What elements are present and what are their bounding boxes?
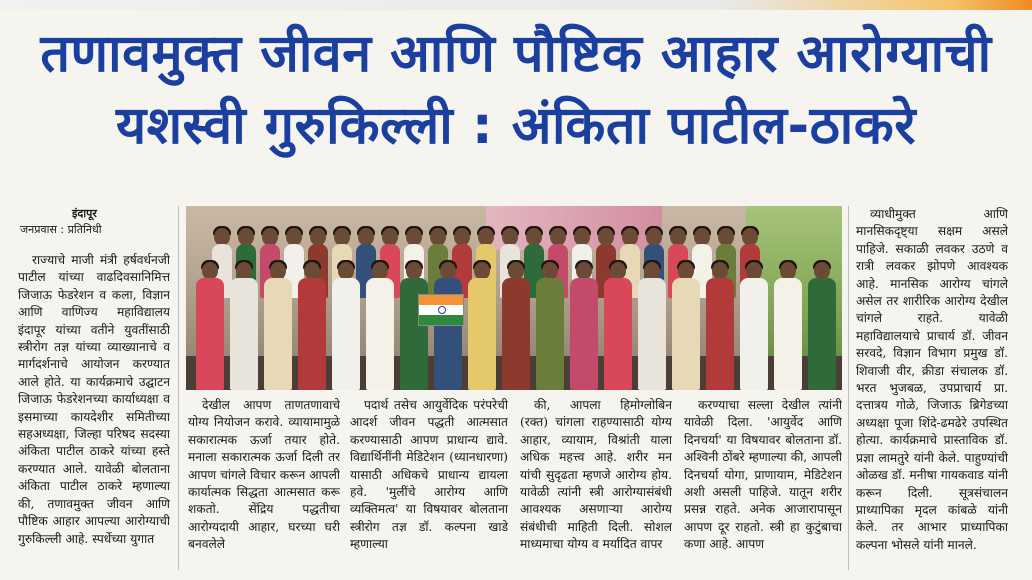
- photo-person: [638, 262, 666, 390]
- column-divider: [848, 206, 849, 570]
- photo-person: [434, 262, 462, 390]
- photo-person: [502, 262, 530, 390]
- photo-person: [230, 262, 258, 390]
- photo-person: [264, 262, 292, 390]
- column-divider: [178, 206, 179, 570]
- byline: [20, 206, 180, 238]
- photo-person: [536, 262, 564, 390]
- top-decorative-rule: [0, 0, 1032, 10]
- photo-person: [400, 262, 428, 390]
- article-text: राज्याचे माजी मंत्री हर्षवर्धनजी पाटील यांच्या वाढदिवसानिमित्त जिजाऊ फेडरेशन व कला, विज्ञान आणि वाणिज्य महाविद्यालय इंदापूर यांच्या वतीने युवतींसाठी स्त्रीरोग तज्ञ यांच्या व्याख्यानाचे व मार्गदर्शनाचे आयोजन करण्यात आले होते. या कार्यक्रमाचे उद्घाटन जिजाऊ फेडरेशनच्या कार्याध्यक्षा व इसमाच्या कायदेशीर समितीच्या सहअध्यक्षा, जिल्हा परिषद सदस्या अंकिता पाटील ठाकरे यांच्या हस्ते करण्यात आले. यावेळी बोलताना अंकिता पाटील ठाकरे म्हणाल्या की, तणावमुक्त जीवन आणि पौष्टिक आहार आपल्या आरोग्याची गुरुकिल्ली आहे. स्पर्धेच्या युगात: [18, 253, 170, 546]
- photo-person: [570, 262, 598, 390]
- article-column-6: [856, 206, 1008, 572]
- article-column-2: [188, 397, 340, 567]
- photo-person: [774, 262, 802, 390]
- photo-person: [740, 262, 768, 390]
- photo-person: [604, 262, 632, 390]
- photo-person: [332, 262, 360, 390]
- article-column-5: [684, 397, 842, 567]
- indian-flag-icon: [418, 294, 464, 326]
- article-text: करण्याचा सल्ला देखील त्यांनी यावेळी दिला. 'आयुर्वेद आणि दिनचर्या' या विषयावर बोलताना डॉ. अश्विनी ठोंबरे म्हणाल्या की, आपली दिनचर्या योगा, प्राणायाम, मेडिटेशन अशी असली पाहिजे. यातून शरीर प्रसन्न राहते. अनेक आजारापासून आपण दूर राहतो. स्त्री हा कुटुंबाचा कणा आहे. आपण: [684, 398, 842, 552]
- dateline-place: इंदापूर: [72, 207, 97, 220]
- photo-person: [298, 262, 326, 390]
- headline-line-1: तणावमुक्त जीवन आणि पौष्टिक आहार आरोग्याची: [40, 24, 992, 84]
- group-photo: [186, 206, 842, 390]
- article-text: देखील आपण ताणतणावाचे योग्य नियोजन करावे. व्यायामामुळे सकारात्मक ऊर्जा तयार होते. मनाला सकारात्मक ऊर्जा दिली तर आपण चांगले विचार करून आपली कार्यात्मक सिद्धता आत्मसात करू शकतो. सेंद्रिय पद्धतीचा आरोग्यदायी आहार, घरच्या घरी बनवलेले: [188, 398, 340, 552]
- photo-person: [672, 262, 700, 390]
- photo-person: [808, 262, 836, 390]
- photo-person: [468, 262, 496, 390]
- byline-source: जनप्रवास : प्रतिनिधी: [20, 223, 102, 236]
- article-text: की, आपला हिमोग्लोबिन (रक्त) चांगला राहण्यासाठी योग्य आहार, व्यायाम, विश्रांती याला अधिक महत्त्व आहे. शरीर मन यांची सुदृढता म्हणजे आरोग्य होय. यावेळी त्यांनी स्त्री आरोग्यासंबंधी आवश्यक असणाऱ्या आरोग्य संबंधीची माहिती दिली. सोशल माध्यमाचा योग्य व मर्यादित वापर: [520, 398, 672, 552]
- article-column-3: [350, 397, 508, 567]
- article-column-4: [520, 397, 672, 567]
- article-column-1: [18, 252, 170, 572]
- article-text: व्याधीमुक्त आणि मानसिकदृष्ट्या सक्षम असले पाहिजे. सकाळी लवकर उठणे व रात्री लवकर झोपणे आवश्यक आहे. मानसिक आरोग्य चांगले असेल तर शारीरिक आरोग्य देखील चांगले राहते. यावेळी महाविद्यालयाचे प्राचार्य डॉ. जीवन सरवदे, विज्ञान विभाग प्रमुख डॉ. शिवाजी वीर, क्रीडा संचालक डॉ. भरत भुजबळ, उपप्राचार्य प्रा. दत्तात्रय गोळे, जिजाऊ ब्रिगेडच्या अध्यक्षा पूजा शिंदे-ढमढेरे उपस्थित होत्या. कार्यक्रमाचे प्रास्ताविक डॉ. प्रज्ञा लामतुरे यांनी केले. पाहुण्यांची ओळख डॉ. मनीषा गायकवाड यांनी करून दिली. सूत्रसंचालन प्राध्यापिका मृदल कांबळे यांनी केले. तर आभार प्राध्यापिका कल्पना भोसले यांनी मानले.: [856, 207, 1008, 552]
- headline: [0, 18, 1032, 162]
- headline-line-2: यशस्वी गुरुकिल्ली : अंकिता पाटील-ठाकरे: [116, 96, 916, 156]
- photo-person: [706, 262, 734, 390]
- photo-person: [196, 262, 224, 390]
- article-text: पदार्थ तसेच आयुर्वेदिक परंपरेची आदर्श जीवन पद्धती आत्मसात करण्यासाठी आपण प्राधान्य द्यावे. विद्यार्थिनींनी मेडिटेशन (ध्यानधारणा) यासाठी अधिकचे प्राधान्य द्यायला हवे. 'मुलींचे आरोग्य आणि व्यक्तिमत्व' या विषयावर बोलताना स्त्रीरोग तज्ञ डॉ. कल्पना खाडे म्हणाल्या: [350, 398, 508, 552]
- photo-person: [366, 262, 394, 390]
